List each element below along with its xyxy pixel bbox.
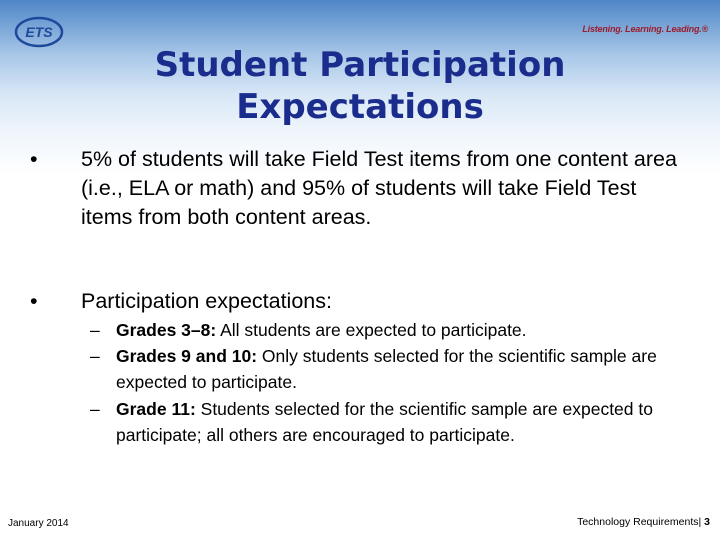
footer-date: January 2014 [8, 518, 69, 529]
sub-bullet-label: Grade 11: [116, 399, 196, 419]
title-line-2: Expectations [236, 87, 484, 127]
footer-page-info [577, 516, 710, 528]
tagline: Listening. Learning. Leading.® [582, 24, 708, 34]
sub-bullet-marker: – [90, 320, 100, 340]
bullet-text: 5% of students will take Field Test items from one content area (i.e., ELA or math) and 95% of students will take Field Test items from both content areas. [81, 147, 677, 229]
sub-bullet-marker: – [90, 399, 100, 419]
sub-bullet-body: All students are expected to participate. [216, 320, 527, 340]
ets-logo [14, 16, 64, 48]
bullet-marker: • [30, 289, 38, 313]
logo-text: ETS [25, 24, 53, 40]
page-number: 3 [704, 516, 710, 528]
sub-bullet-body: Only students selected for the scientific sample are expected to participate. [116, 346, 657, 392]
page-title [60, 44, 660, 128]
bullet-text: Participation expectations: [81, 289, 332, 313]
sub-bullet-text [116, 396, 686, 448]
sub-bullet-label: Grades 9 and 10: [116, 346, 258, 366]
bullet-item [30, 145, 690, 265]
sub-bullet-text [116, 317, 686, 343]
footer-separator: | [698, 516, 702, 528]
title-line-1: Student Participation [154, 45, 566, 85]
sub-bullet-marker: – [90, 346, 100, 366]
sub-bullet-text [116, 343, 686, 395]
sub-bullet-body: Students selected for the scientific sample are expected to participate; all others are encouraged to participate. [116, 399, 653, 445]
bullet-item [30, 287, 690, 317]
footer-section: Technology Requirements [577, 516, 699, 528]
sub-bullet-label: Grades 3–8: [116, 320, 217, 340]
bullet-marker: • [30, 147, 38, 171]
